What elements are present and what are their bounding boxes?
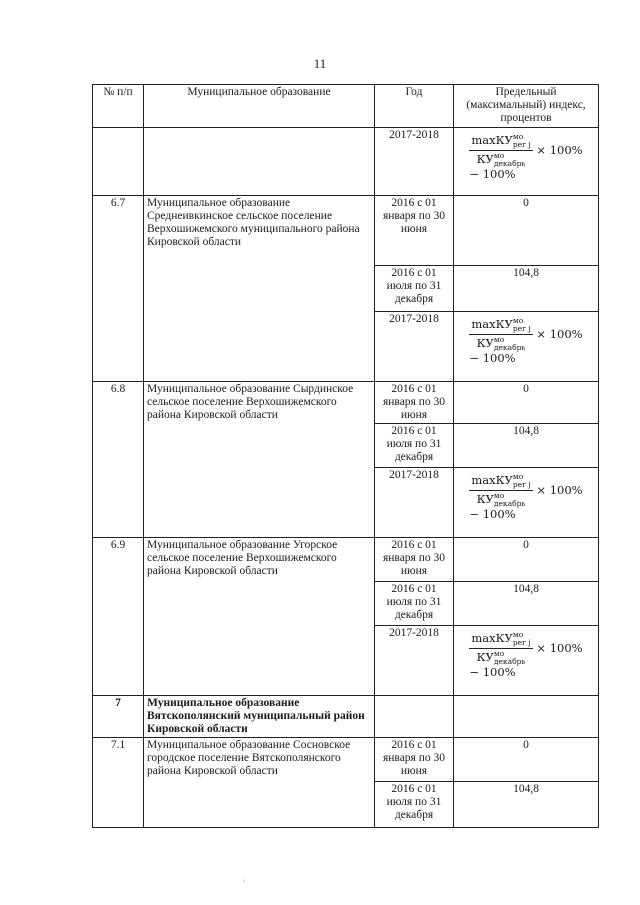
formula-times: × 100% — [536, 641, 583, 655]
row-no: 6.7 — [93, 196, 144, 382]
row-index: 104,8 — [454, 782, 599, 828]
header-no: № п/п — [93, 85, 144, 128]
table-row — [93, 382, 599, 424]
row-year: 2016 с 01 июля по 31 декабря — [375, 424, 454, 468]
formula-numerator: maxКУ мо рег j — [471, 316, 531, 333]
formula-minus: − 100% — [469, 351, 516, 365]
formula — [469, 129, 582, 181]
row-year: 2016 с 01 июля по 31 декабря — [375, 782, 454, 828]
formula-numerator: maxКУ мо рег j — [471, 472, 531, 489]
row-municipality: Муниципальное образование Сосновское городское поселение Вятскополянского района Кировской области — [144, 738, 375, 828]
row-municipality — [144, 128, 375, 196]
formula-fraction — [469, 133, 532, 168]
row-municipality: Муниципальное образование Среднеивкинское сельское поселение Верхошижемского муниципального района Кировской области — [144, 196, 375, 382]
formula — [469, 627, 582, 679]
row-index: 0 — [454, 538, 599, 582]
row-index: 104,8 — [454, 582, 599, 626]
header-index: Предельный (максимальный) индекс, процентов — [454, 85, 599, 128]
formula-numerator: maxКУ мо рег j — [471, 132, 531, 149]
row-index — [454, 696, 599, 738]
row-municipality: Муниципальное образование Угорское сельское поселение Верхошижемского района Кировской области — [144, 538, 375, 696]
row-no: 7 — [93, 696, 144, 738]
row-no: 7.1 — [93, 738, 144, 828]
row-year: 2017-2018 — [375, 468, 454, 538]
formula-times: × 100% — [536, 327, 583, 341]
formula-fraction — [469, 631, 532, 666]
row-year: 2016 с 01 января по 30 июня — [375, 738, 454, 782]
row-municipality: Муниципальное образование Вятскополянский муниципальный район Кировской области — [144, 696, 375, 738]
row-no: 6.9 — [93, 538, 144, 696]
formula-minus: − 100% — [469, 167, 516, 181]
formula-times: × 100% — [536, 483, 583, 497]
formula — [469, 313, 582, 365]
index-formula — [454, 128, 599, 196]
table-row — [93, 196, 599, 266]
row-municipality: Муниципальное образование Сырдинское сельское поселение Верхошижемского района Кировской области — [144, 382, 375, 538]
row-index: 104,8 — [454, 424, 599, 468]
table-row — [93, 696, 599, 738]
row-index: 0 — [454, 382, 599, 424]
row-no: 6.8 — [93, 382, 144, 538]
table-header-row — [93, 85, 599, 128]
formula-fraction — [469, 317, 532, 352]
row-year: 2016 с 01 января по 30 июня — [375, 538, 454, 582]
header-year: Год — [375, 85, 454, 128]
row-year: 2016 с 01 июля по 31 декабря — [375, 582, 454, 626]
table-row — [93, 128, 599, 196]
formula — [469, 469, 582, 521]
page-number: 11 — [313, 56, 327, 71]
scan-mark: ' — [244, 878, 246, 887]
index-formula — [454, 626, 599, 696]
row-index: 104,8 — [454, 266, 599, 312]
header-municipality: Муниципальное образование — [144, 85, 375, 128]
index-formula — [454, 312, 599, 382]
row-year: 2017-2018 — [375, 128, 454, 196]
formula-denominator: КУ мо декабрь — [476, 491, 526, 508]
formula-fraction — [469, 473, 532, 508]
table-row — [93, 738, 599, 782]
row-index: 0 — [454, 196, 599, 266]
row-index: 0 — [454, 738, 599, 782]
formula-numerator: maxКУ мо рег j — [471, 630, 531, 647]
row-year: 2016 с 01 июля по 31 декабря — [375, 266, 454, 312]
formula-minus: − 100% — [469, 507, 516, 521]
formula-denominator: КУ мо декабрь — [476, 649, 526, 666]
formula-denominator: КУ мо декабрь — [476, 151, 526, 168]
row-year — [375, 696, 454, 738]
formula-minus: − 100% — [469, 665, 516, 679]
tariff-index-table — [92, 84, 599, 828]
table-row — [93, 538, 599, 582]
row-year: 2016 с 01 января по 30 июня — [375, 382, 454, 424]
formula-denominator: КУ мо декабрь — [476, 335, 526, 352]
row-year: 2017-2018 — [375, 626, 454, 696]
index-formula — [454, 468, 599, 538]
row-no — [93, 128, 144, 196]
row-year: 2017-2018 — [375, 312, 454, 382]
formula-times: × 100% — [536, 143, 583, 157]
row-year: 2016 с 01 января по 30 июня — [375, 196, 454, 266]
